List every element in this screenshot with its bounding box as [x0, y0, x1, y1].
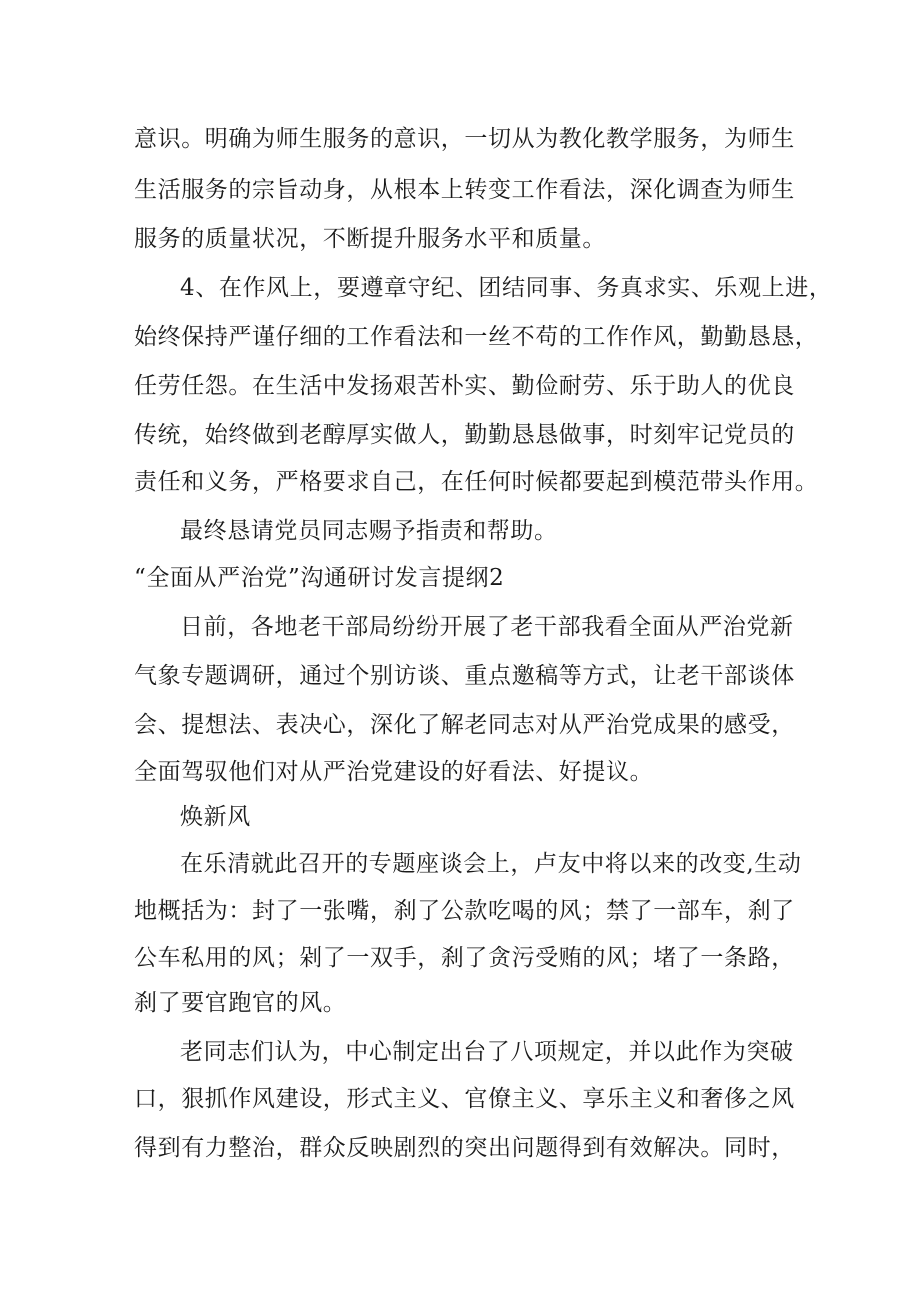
paragraph-line: 在乐清就此召开的专题座谈会上，卢友中将以来的改变,生动 [180, 851, 802, 877]
paragraph-line: 日前，各地老干部局纷纷开展了老干部我看全面从严治党新 [180, 614, 794, 640]
paragraph-line: 老同志们认为，中心制定出台了八项规定，并以此作为突破 [180, 1039, 794, 1065]
paragraph-line: 任劳任怨。在生活中发扬艰苦朴实、勤俭耐劳、乐于助人的优良 [134, 373, 795, 399]
paragraph-line: 生活服务的宗旨动身，从根本上转变工作看法，深化调查为师生 [134, 177, 795, 203]
paragraph-line: 责任和义务，严格要求自己，在任何时候都要起到模范带头作用。 [134, 469, 819, 495]
paragraph-line: 最终恳请党员同志赐予指责和帮助。 [180, 518, 558, 544]
paragraph-line: 刹了要官跑官的风。 [134, 990, 347, 1016]
paragraph-line: 传统，始终做到老醇厚实做人，勤勤恳恳做事，时刻牢记党员的 [134, 422, 795, 448]
paragraph-line: 公车私用的风；剁了一双手，刹了贪污受贿的风；堵了一条路， [134, 945, 795, 971]
subheading: 焕新风 [180, 804, 251, 830]
paragraph-line: 口，狠抓作风建设，形式主义、官僚主义、享乐主义和奢侈之风 [134, 1086, 795, 1112]
paragraph-line: 地概括为：封了一张嘴，刹了公款吃喝的风；禁了一部车，刹了 [134, 898, 795, 924]
paragraph-line: 4、在作风上，要遵章守纪、团结同事、务真求实、乐观上进， [180, 275, 833, 301]
paragraph-line: 会、提想法、表决心，深化了解老同志对从严治党成果的感受， [134, 712, 795, 738]
paragraph-line: 始终保持严谨仔细的工作看法和一丝不苟的工作作风，勤勤恳恳， [134, 324, 819, 350]
paragraph-line: 服务的质量状况，不断提升服务水平和质量。 [134, 226, 606, 252]
paragraph-line: 气象专题调研，通过个别访谈、重点邀稿等方式，让老干部谈体 [134, 663, 795, 689]
paragraph-line: 意识。明确为师生服务的意识，一切从为教化教学服务，为师生 [134, 126, 795, 152]
paragraph-line: 全面驾驭他们对从严治党建设的好看法、好提议。 [134, 759, 654, 785]
paragraph-line: 得到有力整治，群众反映剧烈的突出问题得到有效解决。同时， [134, 1135, 795, 1161]
section-heading: “全面从严治党”沟通研讨发言提纲2 [134, 565, 505, 591]
